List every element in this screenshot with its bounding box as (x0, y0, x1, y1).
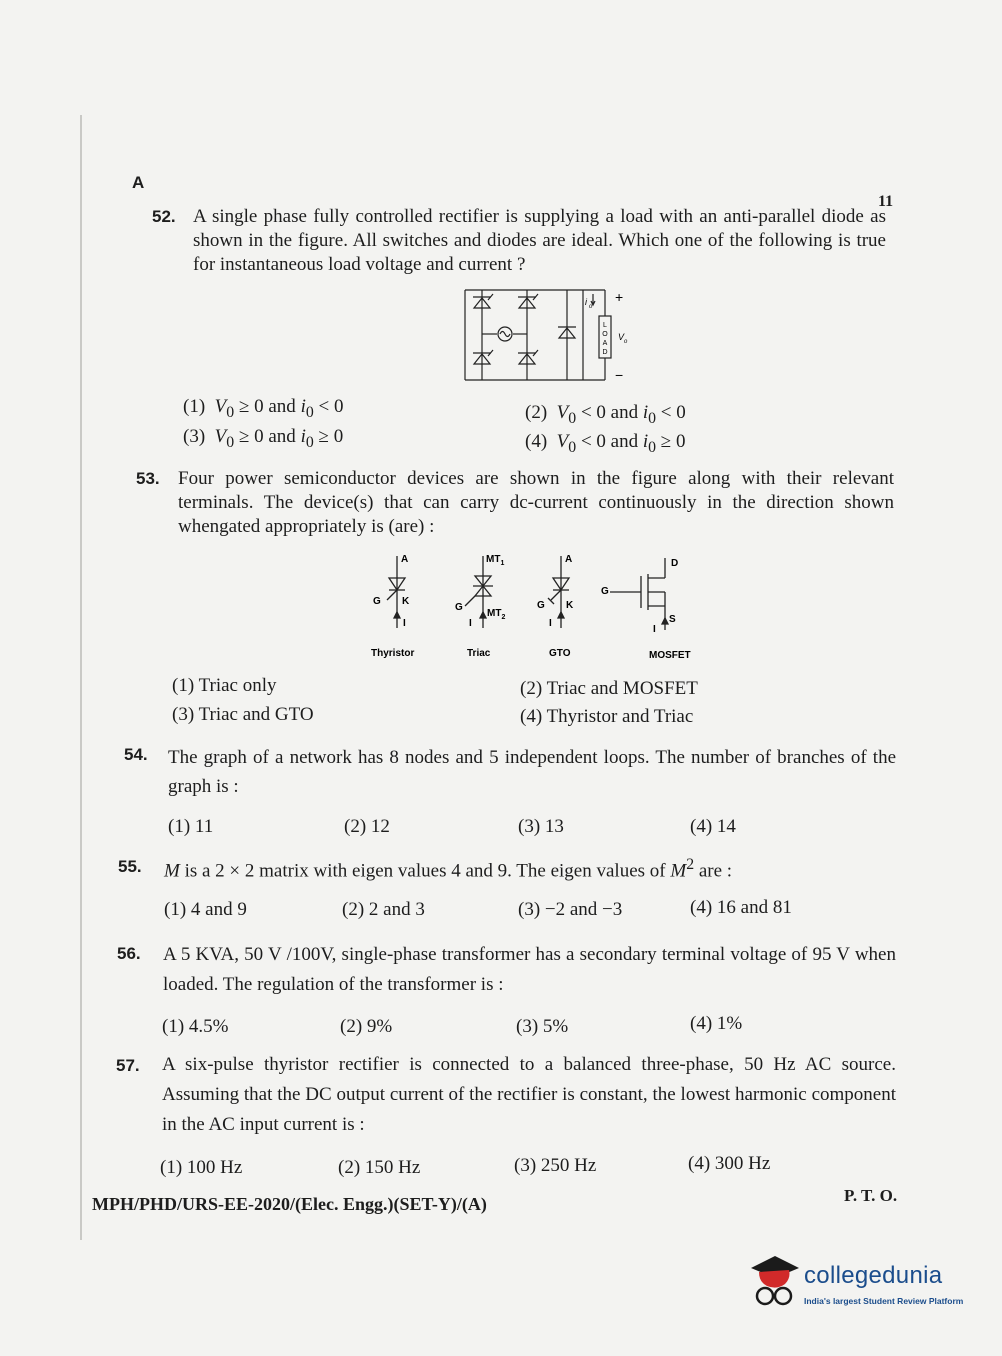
option: (3) 250 Hz (514, 1155, 597, 1176)
terminal-label: G (455, 602, 463, 613)
collegedunia-logo-icon (745, 1252, 803, 1312)
terminal-label: G (601, 586, 609, 597)
question-text: Four power semiconductor devices are shown in the figure along with their relevant terminals. The device(s) that can carry dc-current continuously in the direction shown whengated appropriately is (are) : (178, 468, 894, 537)
terminal-label: K (566, 600, 574, 611)
option: (4) 14 (690, 816, 736, 837)
option: (1) $V_0 \ge 0$ and $i_0 < 0$ (183, 396, 344, 421)
question-number: 56. (117, 944, 141, 963)
minus-label: − (615, 367, 624, 383)
set-mark: A (132, 173, 145, 192)
terminal-label: I (469, 618, 472, 629)
thyristor-symbol (518, 350, 538, 364)
terminal-label: D (671, 558, 679, 569)
option: (4) Thyristor and Triac (520, 706, 694, 727)
option: (3) 13 (518, 816, 564, 837)
paper-code: MPH/PHD/URS-EE-2020/(Elec. Engg.)(SET-Y)/(A) (92, 1194, 487, 1214)
option: (4) 300 Hz (688, 1153, 771, 1174)
load-letter: D (602, 349, 608, 356)
option: (2) Triac and MOSFET (520, 678, 698, 699)
option: (1) 4 and 9 (164, 899, 247, 920)
option: (2) $V_0 < 0$ and $i_0 < 0$ (525, 402, 686, 427)
page-edge-shadow (80, 115, 82, 1240)
terminal-label: G (537, 600, 545, 611)
mosfet-device-symbol (610, 558, 665, 630)
terminal-label: I (549, 618, 552, 629)
option: (3) 5% (516, 1016, 569, 1037)
page-turn-over: P. T. O. (844, 1186, 898, 1205)
question-text: A six-pulse thyristor rectifier is connected to a balanced three-phase, 50 Hz AC source. Assuming that the DC output current of the rectifier is constant, the lowest harmonic component in the AC input current is : (162, 1054, 896, 1135)
load-letter: A (602, 340, 608, 347)
current-sub-label: o (589, 304, 593, 310)
option: (2) 9% (340, 1016, 393, 1037)
voltage-label: V (618, 332, 625, 342)
current-arrow-icon (662, 618, 668, 624)
thyristor-symbol (518, 294, 538, 308)
current-arrow-icon (480, 612, 486, 618)
option: (4) 16 and 81 (690, 897, 792, 918)
question-text: A 5 KVA, 50 V /100V, single-phase transformer has a secondary terminal voltage of 95 V when loaded. The regulation of the transformer is : (163, 944, 896, 995)
terminal-label: I (403, 618, 406, 629)
option: (1) Triac only (172, 675, 277, 696)
rectifier-circuit-figure (455, 282, 645, 392)
thyristor-symbol (473, 294, 493, 308)
current-arrow-icon (558, 612, 564, 618)
current-label: i (585, 297, 587, 307)
devices-figure (365, 548, 705, 663)
option: (2) 12 (344, 816, 390, 837)
question-text: A single phase fully controlled rectifier is supplying a load with an anti-parallel diode as shown in the figure. All switches and diodes are ideal. Which one of the following is true for instantaneous load voltage and current ? (193, 206, 886, 275)
load-letter: O (602, 331, 608, 338)
option: (2) 2 and 3 (342, 899, 425, 920)
option: (1) 4.5% (162, 1016, 229, 1037)
option: (3) Triac and GTO (172, 704, 314, 725)
question-number: 52. (152, 207, 176, 226)
terminal-label: A (565, 554, 573, 565)
device-name: Triac (467, 648, 491, 659)
current-arrow-icon (394, 612, 400, 618)
option: (3) −2 and −3 (518, 899, 623, 920)
voltage-sub-label: o (624, 339, 628, 345)
option: (1) 11 (168, 816, 214, 837)
device-name: GTO (549, 648, 571, 659)
plus-label: + (615, 289, 624, 305)
brand-tagline: India's largest Student Review Platform (804, 1296, 964, 1306)
question-number: 55. (118, 857, 142, 876)
terminal-label: $MT_2$ (487, 608, 506, 621)
question-text: M is a 2 × 2 matrix with eigen values 4 and 9. The eigen values of $M^2$ are : (164, 856, 733, 882)
terminal-label: S (669, 614, 676, 625)
option: (2) 150 Hz (338, 1157, 421, 1178)
thyristor-symbol (473, 350, 493, 364)
option: (4) $V_0 < 0$ and $i_0 \ge 0$ (525, 431, 686, 456)
page-number: 11 (878, 193, 894, 210)
terminal-label: K (402, 596, 410, 607)
brand-name: collegedunia (804, 1262, 943, 1289)
load-letter: L (603, 322, 607, 329)
question-number: 53. (136, 469, 160, 488)
question-text: The graph of a network has 8 nodes and 5 independent loops. The number of branches of the graph is : (168, 747, 896, 797)
device-name: Thyristor (371, 648, 415, 659)
option: (3) $V_0 \ge 0$ and $i_0 \ge 0$ (183, 426, 344, 451)
question-number: 54. (124, 745, 148, 764)
option: (1) 100 Hz (160, 1157, 243, 1178)
terminal-label: I (653, 624, 656, 635)
option: (4) 1% (690, 1013, 743, 1034)
device-name: MOSFET (649, 650, 691, 661)
terminal-label: G (373, 596, 381, 607)
terminal-label: A (401, 554, 409, 565)
terminal-label: $MT_1$ (486, 554, 505, 567)
question-number: 57. (116, 1056, 140, 1075)
